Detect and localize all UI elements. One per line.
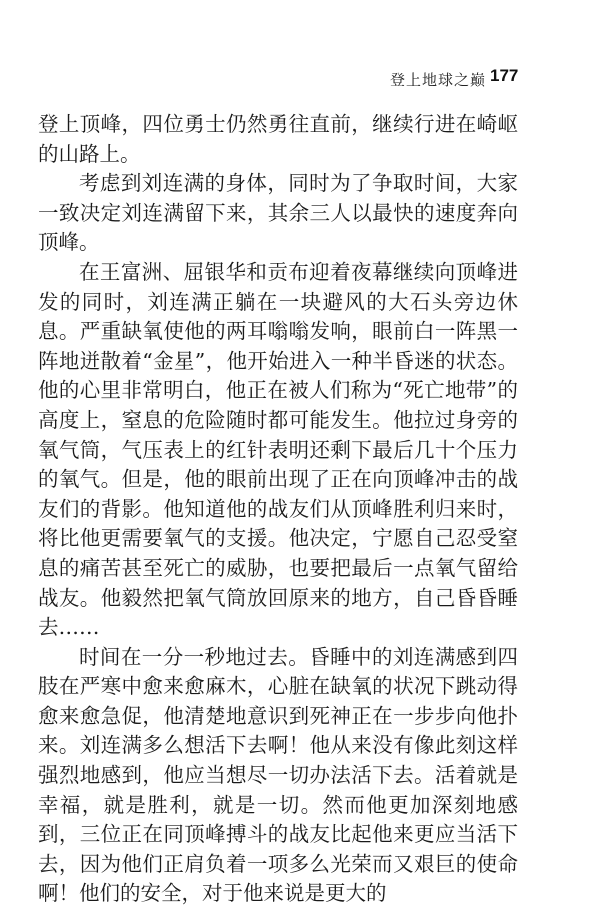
- paragraph-2: 考虑到刘连满的身体，同时为了争取时间，大家一致决定刘连满留下来，其余三人以最快的速度奔向顶峰。: [38, 171, 518, 255]
- paragraph-3: 在王富洲、屈银华和贡布迎着夜幕继续向顶峰进发的同时，刘连满正躺在一块避风的大石头旁边休息。严重缺氧使他的两耳嗡嗡发响，眼前白一阵黑一阵地迸散着“金星”，他开始进入一种半昏迷的状态。他的心里非常明白，他正在被人们称为“死亡地带”的高度上，窒息的危险随时都可能发生。他拉过身旁的氧气筒，气压表上的红针表明还剩下最后几十个压力的氧气。但是，他的眼前出现了正在向顶峰冲击的战友们的背影。他知道他的战友们从顶峰胜利归来时，将比他更需要氧气的支援。他决定，宁愿自己忍受窒息的痛苦甚至死亡的威胁，也要把最后一点氧气留给战友。他毅然把氧气筒放回原来的地方，自己昏昏睡去……: [38, 259, 518, 640]
- running-title: 登上地球之巅: [390, 71, 487, 89]
- paragraph-4: 时间在一分一秒地过去。昏睡中的刘连满感到四肢在严寒中愈来愈麻木，心脏在缺氧的状况下跳动得愈来愈急促，他清楚地意识到死神正在一步步向他扑来。刘连满多么想活下去啊！他从来没有像此刻这样强烈地感到，他应当想尽一切办法活下去。活着就是幸福，就是胜利，就是一切。然而他更加深刻地感到，三位正在同顶峰搏斗的战友比起他来更应当活下去，因为他们正肩负着一项多么光荣而又艰巨的使命啊！他们的安全，对于他来说是更大的: [38, 644, 518, 906]
- page-number: 177: [490, 66, 519, 85]
- body-text: [38, 110, 518, 909]
- paragraph-1: 登上顶峰，四位勇士仍然勇往直前，继续行进在崎岖的山路上。: [38, 112, 518, 166]
- page-header: [380, 66, 530, 94]
